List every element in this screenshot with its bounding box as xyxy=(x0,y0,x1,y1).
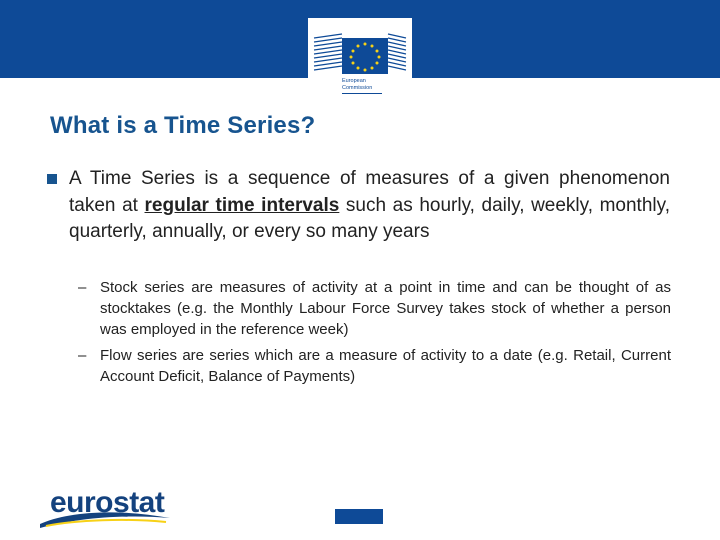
ec-logo-text xyxy=(342,78,392,92)
eurostat-logo xyxy=(36,478,174,530)
main-bullet-text xyxy=(69,166,670,246)
european-commission-logo xyxy=(308,18,412,100)
footer-block xyxy=(335,509,383,524)
eurostat-wordmark: eurostat xyxy=(50,486,165,519)
sub-bullet-dash-1: – xyxy=(78,279,87,296)
bullet-text-start: A Time Series is a sequence of measures of a given phenomenon taken at xyxy=(69,168,670,216)
bullet-text-end: such as hourly, daily, weekly, monthly, quarterly, annually, or every so many years xyxy=(69,194,670,242)
ec-logo-line-2: Commission xyxy=(342,85,373,91)
ec-logo-underline xyxy=(342,93,382,94)
sub-bullet-stock: Stock series are measures of activity at a point in time and can be thought of as stocktakes (e.g. the Monthly Labour Force Survey takes stock of whether a person was employed in the reference week) xyxy=(100,279,671,338)
bullet-square-icon xyxy=(47,174,57,184)
ec-logo-line-1: European xyxy=(342,78,366,84)
bullet-highlight: regular time intervals xyxy=(144,194,340,216)
slide-title: What is a Time Series? xyxy=(50,112,316,139)
sub-bullet-dash-2: – xyxy=(78,347,87,364)
sub-bullet-flow: Flow series are series which are a measure of activity to a date (e.g. Retail, Current Account Deficit, Balance of Payments) xyxy=(100,347,671,385)
